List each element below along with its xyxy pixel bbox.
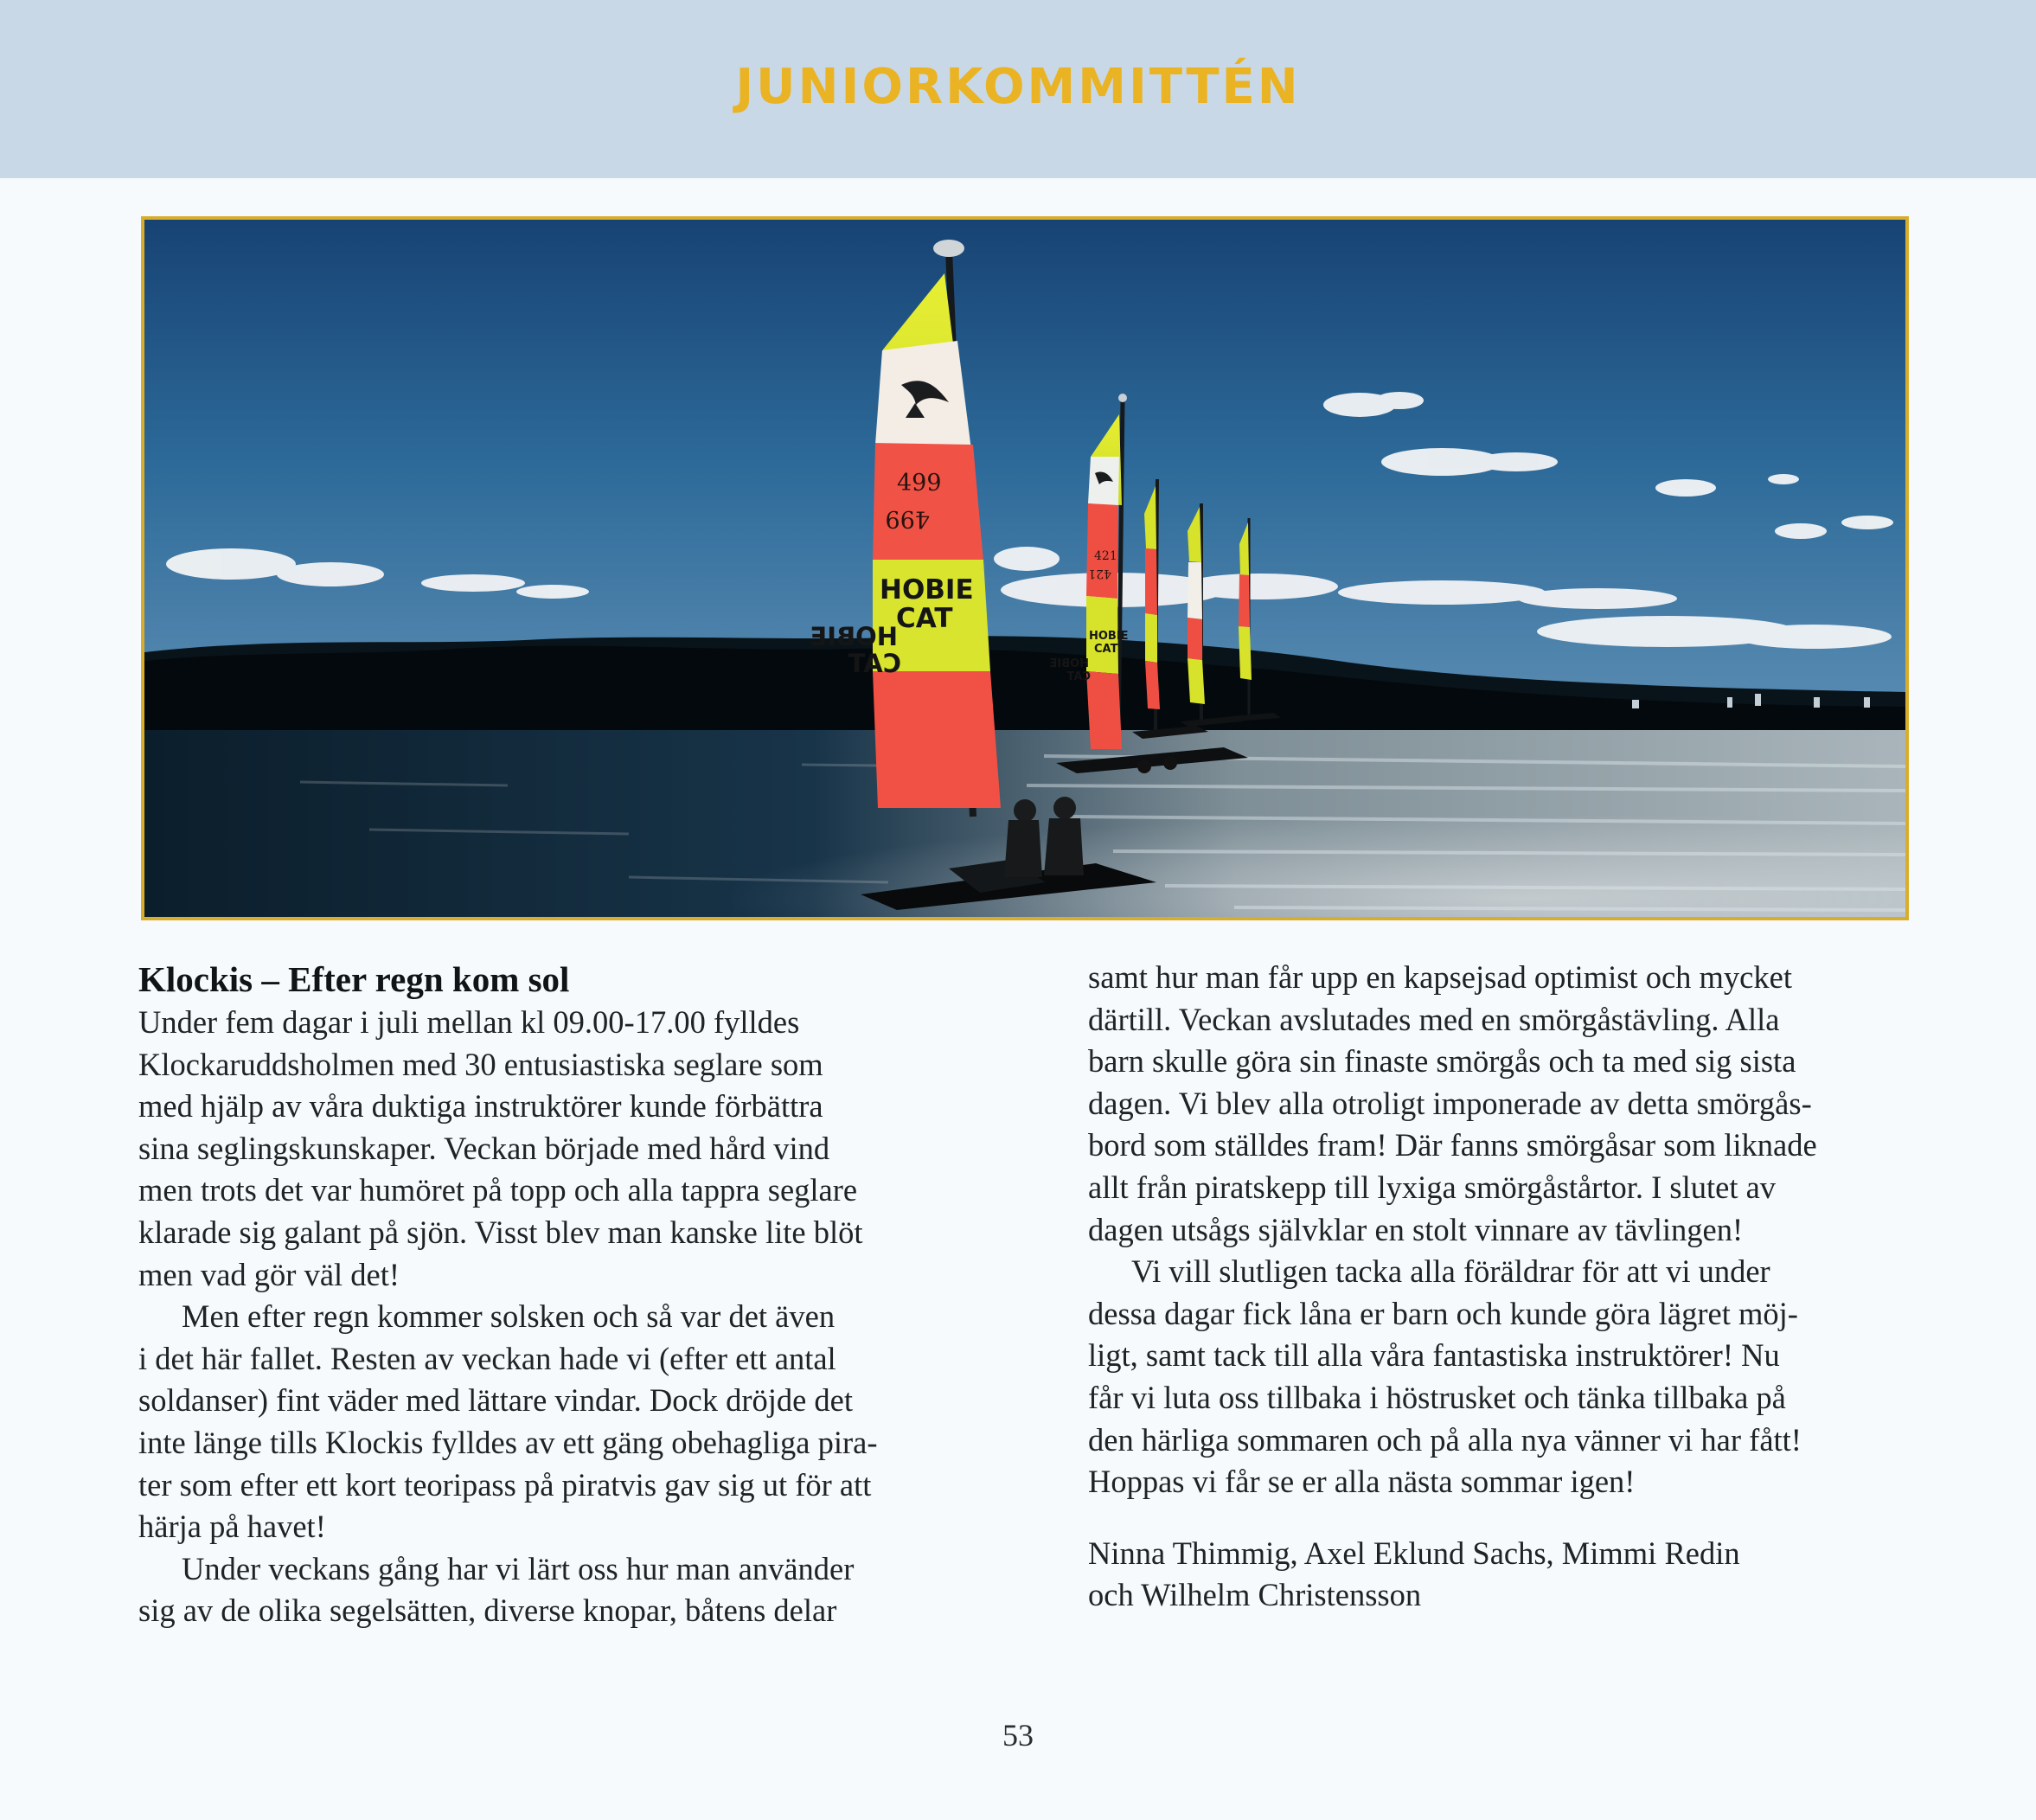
article-line: men trots det var humöret på topp och alla tappra seglare — [138, 1172, 858, 1208]
article-line: bord som ställdes fram! Där fanns smörgåsar som liknade — [1088, 1127, 1817, 1163]
article-line: soldanser) fint väder med lättare vindar. Dock dröjde det — [138, 1382, 854, 1419]
article-line: ter som efter ett kort teoripass på piratvis gav sig ut för att — [138, 1466, 872, 1503]
lead-sail-number-mirror: 499 — [885, 505, 930, 532]
article-line: får vi luta oss tillbaka i höstrusket och tänka tillbaka på — [1088, 1379, 1786, 1415]
section-title: JUNIORKOMMITTÉN — [735, 59, 1301, 115]
article-line: därtill. Veckan avslutades med en smörgåstävling. Alla — [1088, 1001, 1780, 1037]
article-line: Hoppas vi får se er alla nästa sommar igen! — [1088, 1464, 1636, 1500]
second-sail-brand-cat: CAT — [1094, 643, 1118, 656]
article-line: samt hur man får upp en kapsejsad optimist och mycket — [1088, 959, 1792, 995]
article-line: allt från piratskepp till lyxiga smörgåstårtor. I slutet av — [1088, 1169, 1777, 1205]
signature-line: och Wilhelm Christensson — [1088, 1577, 1422, 1613]
article-line: dessa dagar fick låna er barn och kunde göra lägret möj- — [1088, 1295, 1798, 1331]
sailing-photo-illustration — [144, 220, 1905, 917]
article-signature — [1088, 1533, 1910, 1617]
second-sail-brand-hobie: HOBIE — [1089, 630, 1129, 643]
signature-line: Ninna Thimmig, Axel Eklund Sachs, Mimmi Redin — [1088, 1535, 1740, 1571]
article-line: dagen. Vi blev alla otroligt imponerade av detta smörgås- — [1088, 1085, 1812, 1121]
article-title: Klockis – Efter regn kom sol — [138, 959, 570, 999]
lead-sail-brand-mirror-cat: CAT — [848, 649, 901, 678]
article-paragraph-start: Men efter regn kommer solsken och så var det även — [182, 1298, 836, 1335]
lead-sail-brand-cat: CAT — [896, 603, 953, 634]
lead-sail-brand-hobie: HOBIE — [880, 574, 974, 606]
article-paragraph-start: Vi vill slutligen tacka alla föräldrar för att vi under — [1131, 1253, 1770, 1290]
article-line: den härliga sommaren och på alla nya vänner vi har fått! — [1088, 1421, 1802, 1458]
article-left-column — [138, 957, 947, 1632]
article-line: sig av de olika segelsätten, diverse knopar, båtens delar — [138, 1592, 837, 1629]
second-sail-brand-mirror-hobie: HOBIE — [1049, 657, 1089, 670]
sailing-photo — [141, 216, 1909, 920]
article-line: barn skulle göra sin finaste smörgås och ta med sig sista — [1088, 1043, 1796, 1080]
article-line: inte länge tills Klockis fylldes av ett gäng obehagliga pira- — [138, 1424, 878, 1460]
article-paragraph-start: Under veckans gång har vi lärt oss hur man använder — [182, 1550, 855, 1586]
second-sail-number: 421 — [1094, 549, 1117, 563]
article-line: men vad gör väl det! — [138, 1256, 400, 1292]
article-line: Under fem dagar i juli mellan kl 09.00-17.00 fylldes — [138, 1004, 800, 1040]
article-right-column — [1088, 957, 1910, 1617]
lead-sail-brand-mirror-hobie: HOBIE — [810, 622, 898, 651]
article-line: i det här fallet. Resten av veckan hade vi (efter ett antal — [138, 1340, 836, 1376]
article-line: sina seglingskunskaper. Veckan började med hård vind — [138, 1130, 830, 1166]
page-number: 53 — [1002, 1718, 1034, 1753]
second-sail-brand-mirror-cat: CAT — [1066, 670, 1091, 683]
article-line: med hjälp av våra duktiga instruktörer kunde förbättra — [138, 1088, 823, 1125]
article-line: ligt, samt tack till alla våra fantastiska instruktörer! Nu — [1088, 1337, 1780, 1374]
lead-sail-number: 499 — [897, 470, 942, 497]
article-line: Klockaruddsholmen med 30 entusiastiska seglare som — [138, 1046, 823, 1082]
article-line: klarade sig galant på sjön. Visst blev man kanske lite blöt — [138, 1214, 863, 1250]
article-line: härja på havet! — [138, 1509, 326, 1545]
article-line: dagen utsågs självklar en stolt vinnare av tävlingen! — [1088, 1211, 1744, 1247]
second-sail-number-mirror: 421 — [1088, 567, 1111, 580]
